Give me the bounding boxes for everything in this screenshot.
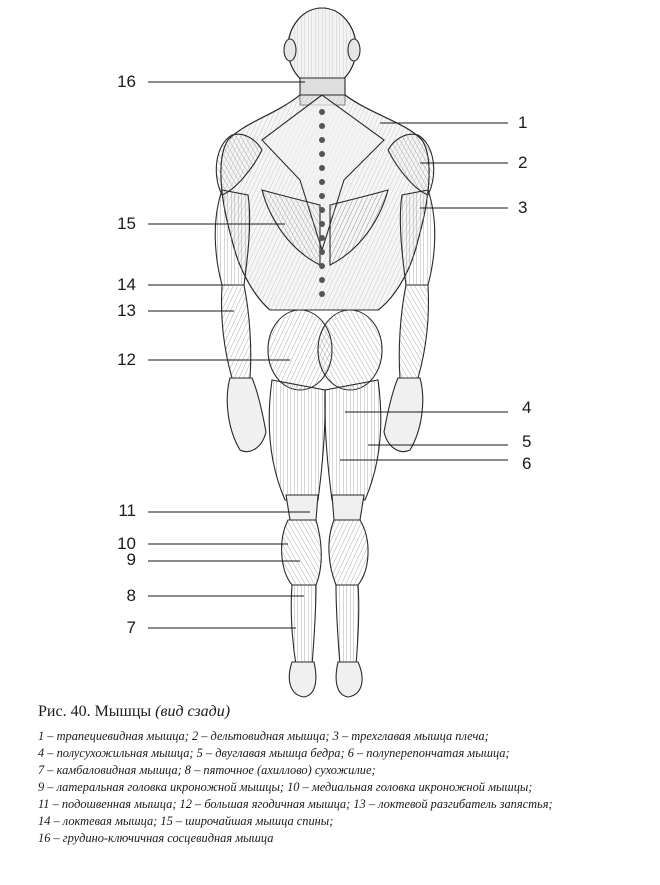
legend-line: 14 – локтевая мышца; 15 – широчайшая мышца спины; (38, 814, 334, 828)
label-14: 14 (117, 275, 136, 294)
label-13: 13 (117, 301, 136, 320)
legend-line: 16 – грудино-ключичная сосцевидная мышца (38, 831, 274, 845)
caption-subtitle: (вид сзади) (155, 703, 231, 720)
label-8: 8 (126, 586, 136, 605)
label-4: 4 (522, 398, 532, 417)
legend-line: 11 – подошвенная мышца; 12 – большая ягодичная мышца; 13 – локтевой разгибатель запястья; (38, 797, 553, 811)
label-11: 11 (118, 501, 136, 520)
legend-line: 9 – латеральная головка икроножной мышцы; 10 – медиальная головка икроножной мышцы; (38, 780, 533, 794)
figure-caption (38, 703, 230, 721)
label-5: 5 (522, 432, 532, 451)
caption-prefix: Рис. 40. Мышцы (38, 703, 152, 720)
legend-line: 1 – трапециевидная мышца; 2 – дельтовидная мышца; 3 – трехглавая мышца плеча; (38, 729, 489, 743)
label-10: 10 (117, 534, 136, 553)
label-1: 1 (518, 113, 528, 132)
legend-line: 4 – полусухожильная мышца; 5 – двуглавая мышца бедра; 6 – полуперепончатая мышца; (38, 746, 510, 760)
label-2: 2 (518, 153, 528, 172)
label-6: 6 (522, 454, 532, 473)
label-15: 15 (117, 214, 136, 233)
label-16: 16 (117, 72, 136, 91)
label-3: 3 (518, 198, 528, 217)
label-7: 7 (126, 618, 136, 637)
label-12: 12 (117, 350, 136, 369)
label-9: 9 (126, 550, 136, 569)
legend (38, 728, 648, 847)
legend-line: 7 – камбаловидная мышца; 8 – пяточное (ахиллово) сухожилие; (38, 763, 376, 777)
